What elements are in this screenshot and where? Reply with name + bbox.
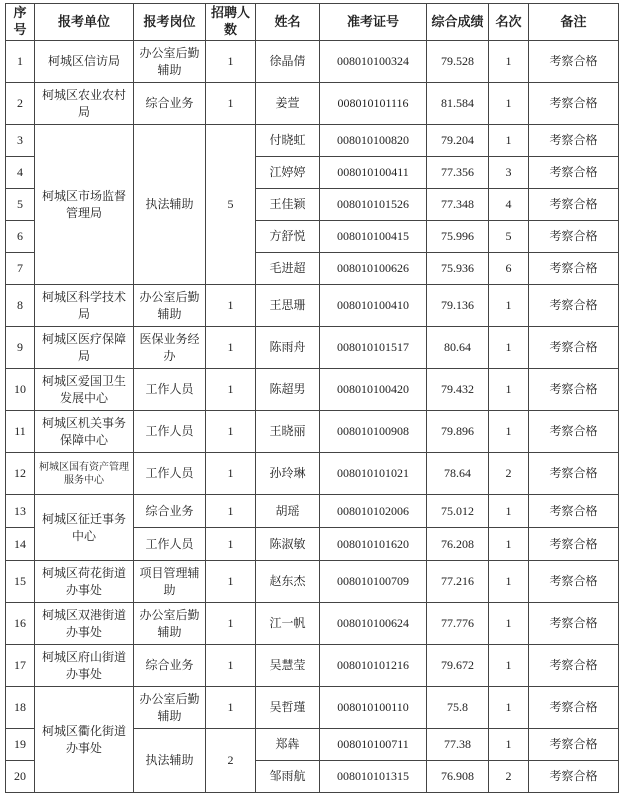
cell-post: 办公室后勤辅助 (134, 687, 206, 729)
table-row (6, 41, 619, 83)
cell-quota: 1 (206, 687, 256, 729)
cell-exam-id: 008010100711 (320, 729, 427, 761)
cell-name: 孙玲琳 (256, 453, 320, 495)
table-row (6, 603, 619, 645)
cell-note: 考察合格 (529, 411, 619, 453)
cell-post: 综合业务 (134, 645, 206, 687)
cell-note: 考察合格 (529, 687, 619, 729)
cell-name: 陈超男 (256, 369, 320, 411)
cell-exam-id: 008010101216 (320, 645, 427, 687)
cell-quota: 1 (206, 41, 256, 83)
cell-unit: 柯城区双港街道办事处 (35, 603, 134, 645)
cell-score: 77.776 (427, 603, 489, 645)
cell-seq: 12 (6, 453, 35, 495)
cell-post: 医保业务经办 (134, 327, 206, 369)
header-exam-id: 准考证号 (320, 4, 427, 41)
table-row (6, 369, 619, 411)
cell-exam-id: 008010101620 (320, 528, 427, 561)
table-row (6, 411, 619, 453)
cell-post: 执法辅助 (134, 125, 206, 285)
cell-rank: 2 (489, 761, 529, 793)
cell-name: 赵东杰 (256, 561, 320, 603)
cell-seq: 4 (6, 157, 35, 189)
cell-quota: 2 (206, 729, 256, 793)
cell-note: 考察合格 (529, 528, 619, 561)
cell-note: 考察合格 (529, 761, 619, 793)
cell-post: 综合业务 (134, 83, 206, 125)
cell-name: 郑犇 (256, 729, 320, 761)
cell-post: 办公室后勤辅助 (134, 603, 206, 645)
cell-seq: 10 (6, 369, 35, 411)
cell-name: 陈淑敏 (256, 528, 320, 561)
cell-unit: 柯城区机关事务保障中心 (35, 411, 134, 453)
cell-unit: 柯城区征迁事务中心 (35, 495, 134, 561)
header-seq: 序号 (6, 4, 35, 41)
table-row (6, 125, 619, 157)
cell-rank: 1 (489, 729, 529, 761)
cell-post: 办公室后勤辅助 (134, 41, 206, 83)
cell-rank: 1 (489, 528, 529, 561)
cell-quota: 1 (206, 369, 256, 411)
header-name: 姓名 (256, 4, 320, 41)
cell-name: 吴哲瑾 (256, 687, 320, 729)
cell-quota: 1 (206, 645, 256, 687)
cell-rank: 1 (489, 561, 529, 603)
cell-exam-id: 008010100411 (320, 157, 427, 189)
header-unit: 报考单位 (35, 4, 134, 41)
cell-exam-id: 008010101526 (320, 189, 427, 221)
header-rank: 名次 (489, 4, 529, 41)
cell-score: 79.672 (427, 645, 489, 687)
cell-name: 吴慧莹 (256, 645, 320, 687)
cell-exam-id: 008010100110 (320, 687, 427, 729)
cell-score: 79.136 (427, 285, 489, 327)
cell-quota: 1 (206, 453, 256, 495)
header-quota: 招聘人数 (206, 4, 256, 41)
cell-unit: 柯城区农业农村局 (35, 83, 134, 125)
cell-unit: 柯城区科学技术局 (35, 285, 134, 327)
table-row (6, 285, 619, 327)
cell-note: 考察合格 (529, 189, 619, 221)
cell-rank: 1 (489, 687, 529, 729)
cell-rank: 1 (489, 411, 529, 453)
cell-name: 徐晶倩 (256, 41, 320, 83)
cell-score: 75.936 (427, 253, 489, 285)
cell-note: 考察合格 (529, 729, 619, 761)
cell-name: 付晓虹 (256, 125, 320, 157)
cell-note: 考察合格 (529, 645, 619, 687)
cell-name: 方舒悦 (256, 221, 320, 253)
cell-rank: 1 (489, 369, 529, 411)
table-row (6, 645, 619, 687)
cell-exam-id: 008010101517 (320, 327, 427, 369)
cell-rank: 1 (489, 41, 529, 83)
cell-post: 综合业务 (134, 495, 206, 528)
cell-name: 陈雨舟 (256, 327, 320, 369)
cell-seq: 13 (6, 495, 35, 528)
cell-seq: 7 (6, 253, 35, 285)
cell-unit: 柯城区信访局 (35, 41, 134, 83)
cell-name: 毛进超 (256, 253, 320, 285)
cell-rank: 6 (489, 253, 529, 285)
cell-seq: 2 (6, 83, 35, 125)
cell-post: 办公室后勤辅助 (134, 285, 206, 327)
cell-seq: 18 (6, 687, 35, 729)
cell-rank: 2 (489, 453, 529, 495)
cell-exam-id: 008010100626 (320, 253, 427, 285)
cell-exam-id: 008010100415 (320, 221, 427, 253)
cell-seq: 1 (6, 41, 35, 83)
cell-quota: 1 (206, 327, 256, 369)
cell-rank: 1 (489, 603, 529, 645)
cell-quota: 1 (206, 83, 256, 125)
cell-rank: 5 (489, 221, 529, 253)
cell-score: 78.64 (427, 453, 489, 495)
cell-exam-id: 008010100709 (320, 561, 427, 603)
cell-score: 76.908 (427, 761, 489, 793)
cell-post: 工作人员 (134, 369, 206, 411)
cell-rank: 1 (489, 327, 529, 369)
cell-rank: 1 (489, 495, 529, 528)
cell-post: 工作人员 (134, 453, 206, 495)
cell-score: 76.208 (427, 528, 489, 561)
cell-quota: 1 (206, 285, 256, 327)
cell-seq: 5 (6, 189, 35, 221)
cell-seq: 14 (6, 528, 35, 561)
cell-note: 考察合格 (529, 495, 619, 528)
cell-rank: 1 (489, 285, 529, 327)
cell-rank: 1 (489, 83, 529, 125)
cell-note: 考察合格 (529, 453, 619, 495)
cell-score: 77.216 (427, 561, 489, 603)
cell-score: 77.348 (427, 189, 489, 221)
cell-note: 考察合格 (529, 83, 619, 125)
cell-unit: 柯城区国有资产管理服务中心 (35, 453, 134, 495)
cell-unit: 柯城区爱国卫生发展中心 (35, 369, 134, 411)
cell-seq: 9 (6, 327, 35, 369)
cell-score: 75.8 (427, 687, 489, 729)
cell-score: 81.584 (427, 83, 489, 125)
cell-score: 75.996 (427, 221, 489, 253)
cell-name: 邹雨航 (256, 761, 320, 793)
cell-score: 79.528 (427, 41, 489, 83)
cell-post: 项目管理辅助 (134, 561, 206, 603)
cell-name: 王佳颖 (256, 189, 320, 221)
cell-score: 80.64 (427, 327, 489, 369)
cell-post: 执法辅助 (134, 729, 206, 793)
cell-post: 工作人员 (134, 411, 206, 453)
cell-name: 江婷婷 (256, 157, 320, 189)
cell-seq: 19 (6, 729, 35, 761)
cell-rank: 1 (489, 125, 529, 157)
cell-rank: 4 (489, 189, 529, 221)
cell-exam-id: 008010100410 (320, 285, 427, 327)
table-row (6, 495, 619, 528)
cell-exam-id: 008010100908 (320, 411, 427, 453)
cell-name: 王思珊 (256, 285, 320, 327)
cell-score: 79.896 (427, 411, 489, 453)
cell-seq: 20 (6, 761, 35, 793)
cell-exam-id: 008010101021 (320, 453, 427, 495)
cell-seq: 6 (6, 221, 35, 253)
cell-name: 江一帆 (256, 603, 320, 645)
table-row (6, 687, 619, 729)
cell-rank: 3 (489, 157, 529, 189)
cell-seq: 15 (6, 561, 35, 603)
cell-note: 考察合格 (529, 369, 619, 411)
cell-quota: 1 (206, 561, 256, 603)
header-score: 综合成绩 (427, 4, 489, 41)
cell-unit: 柯城区市场监督管理局 (35, 125, 134, 285)
cell-note: 考察合格 (529, 125, 619, 157)
table-row (6, 83, 619, 125)
cell-note: 考察合格 (529, 327, 619, 369)
cell-seq: 16 (6, 603, 35, 645)
cell-quota: 1 (206, 411, 256, 453)
cell-name: 胡瑶 (256, 495, 320, 528)
table-row (6, 453, 619, 495)
table-row (6, 561, 619, 603)
cell-seq: 3 (6, 125, 35, 157)
table-row (6, 327, 619, 369)
cell-exam-id: 008010100420 (320, 369, 427, 411)
cell-rank: 1 (489, 645, 529, 687)
cell-unit: 柯城区府山街道办事处 (35, 645, 134, 687)
cell-score: 75.012 (427, 495, 489, 528)
cell-quota: 1 (206, 528, 256, 561)
cell-exam-id: 008010101116 (320, 83, 427, 125)
cell-note: 考察合格 (529, 285, 619, 327)
cell-score: 79.432 (427, 369, 489, 411)
results-table (5, 3, 619, 793)
cell-note: 考察合格 (529, 561, 619, 603)
header-post: 报考岗位 (134, 4, 206, 41)
cell-exam-id: 008010100820 (320, 125, 427, 157)
cell-unit: 柯城区医疗保障局 (35, 327, 134, 369)
cell-post: 工作人员 (134, 528, 206, 561)
cell-note: 考察合格 (529, 253, 619, 285)
cell-exam-id: 008010100324 (320, 41, 427, 83)
cell-name: 王晓丽 (256, 411, 320, 453)
cell-quota: 1 (206, 495, 256, 528)
cell-name: 姜萱 (256, 83, 320, 125)
cell-exam-id: 008010101315 (320, 761, 427, 793)
cell-seq: 11 (6, 411, 35, 453)
cell-unit: 柯城区荷花街道办事处 (35, 561, 134, 603)
cell-note: 考察合格 (529, 221, 619, 253)
header-row (6, 4, 619, 41)
cell-exam-id: 008010100624 (320, 603, 427, 645)
cell-seq: 8 (6, 285, 35, 327)
cell-note: 考察合格 (529, 157, 619, 189)
cell-note: 考察合格 (529, 41, 619, 83)
cell-quota: 1 (206, 603, 256, 645)
header-note: 备注 (529, 4, 619, 41)
cell-score: 77.356 (427, 157, 489, 189)
cell-unit: 柯城区衢化街道办事处 (35, 687, 134, 793)
cell-score: 77.38 (427, 729, 489, 761)
cell-seq: 17 (6, 645, 35, 687)
cell-quota: 5 (206, 125, 256, 285)
cell-score: 79.204 (427, 125, 489, 157)
cell-note: 考察合格 (529, 603, 619, 645)
cell-exam-id: 008010102006 (320, 495, 427, 528)
